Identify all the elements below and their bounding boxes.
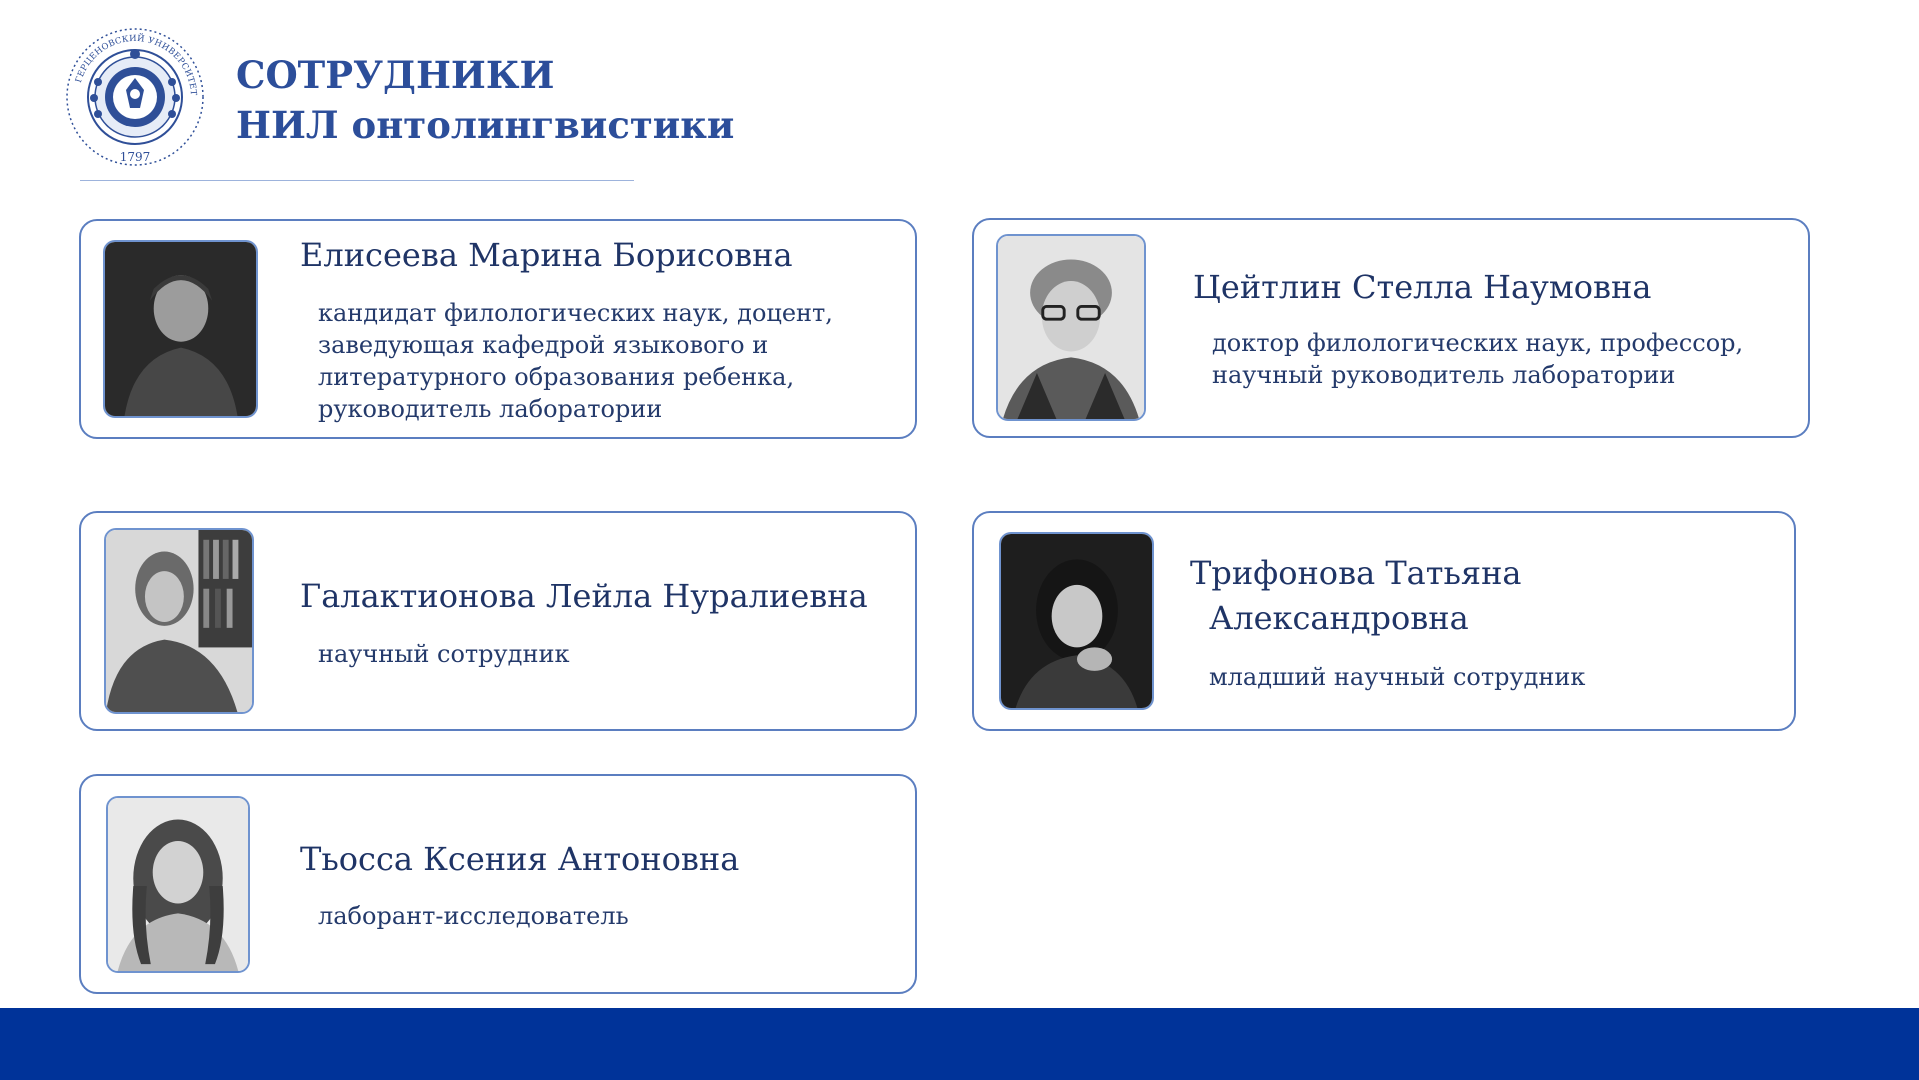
staff-name-trifonova [1190, 551, 1521, 641]
staff-name-galaktionova: Галактионова Лейла Нуралиевна [300, 577, 868, 615]
desc-line: научный руководитель лаборатории [1212, 361, 1676, 389]
staff-desc-eliseeva [318, 297, 833, 425]
desc-line: кандидат филологических наук, доцент, [318, 299, 833, 327]
desc-line: младший научный сотрудник [1209, 663, 1586, 691]
desc-line: доктор филологических наук, профессор, [1212, 329, 1744, 357]
staff-photo-trifonova [999, 532, 1154, 710]
header-divider [80, 180, 634, 181]
footer-band [0, 1008, 1919, 1080]
university-seal-logo [64, 26, 206, 168]
staff-name-tseytlin: Цейтлин Стелла Наумовна [1193, 268, 1652, 306]
staff-desc-tseytlin [1212, 327, 1743, 391]
desc-line: руководитель лаборатории [318, 395, 663, 423]
staff-photo-eliseeva [103, 240, 258, 418]
logo-year: 1797 [119, 150, 151, 164]
name-line: Трифонова Татьяна [1190, 554, 1522, 592]
name-line: Александровна [1209, 599, 1469, 637]
desc-line: лаборант-исследователь [318, 902, 629, 930]
staff-desc-trifonova [1209, 661, 1585, 693]
staff-desc-galaktionova [318, 638, 569, 670]
staff-name-eliseeva: Елисеева Марина Борисовна [300, 236, 793, 274]
staff-desc-tyossa [318, 900, 629, 932]
staff-name-tyossa: Тьосса Ксения Антоновна [300, 840, 740, 878]
desc-line: научный сотрудник [318, 640, 570, 668]
page-title-line2: НИЛ онтолингвистики [236, 103, 735, 147]
staff-photo-tseytlin [996, 234, 1146, 421]
logo-ring-text: ГЕРЦЕНОВСКИЙ УНИВЕРСИТЕТ [73, 33, 199, 97]
desc-line: заведующая кафедрой языкового и [318, 331, 769, 359]
staff-photo-tyossa [106, 796, 250, 973]
desc-line: литературного образования ребенка, [318, 363, 795, 391]
page-title [236, 50, 734, 150]
page-title-line1: СОТРУДНИКИ [236, 53, 555, 97]
staff-photo-galaktionova [104, 528, 254, 714]
